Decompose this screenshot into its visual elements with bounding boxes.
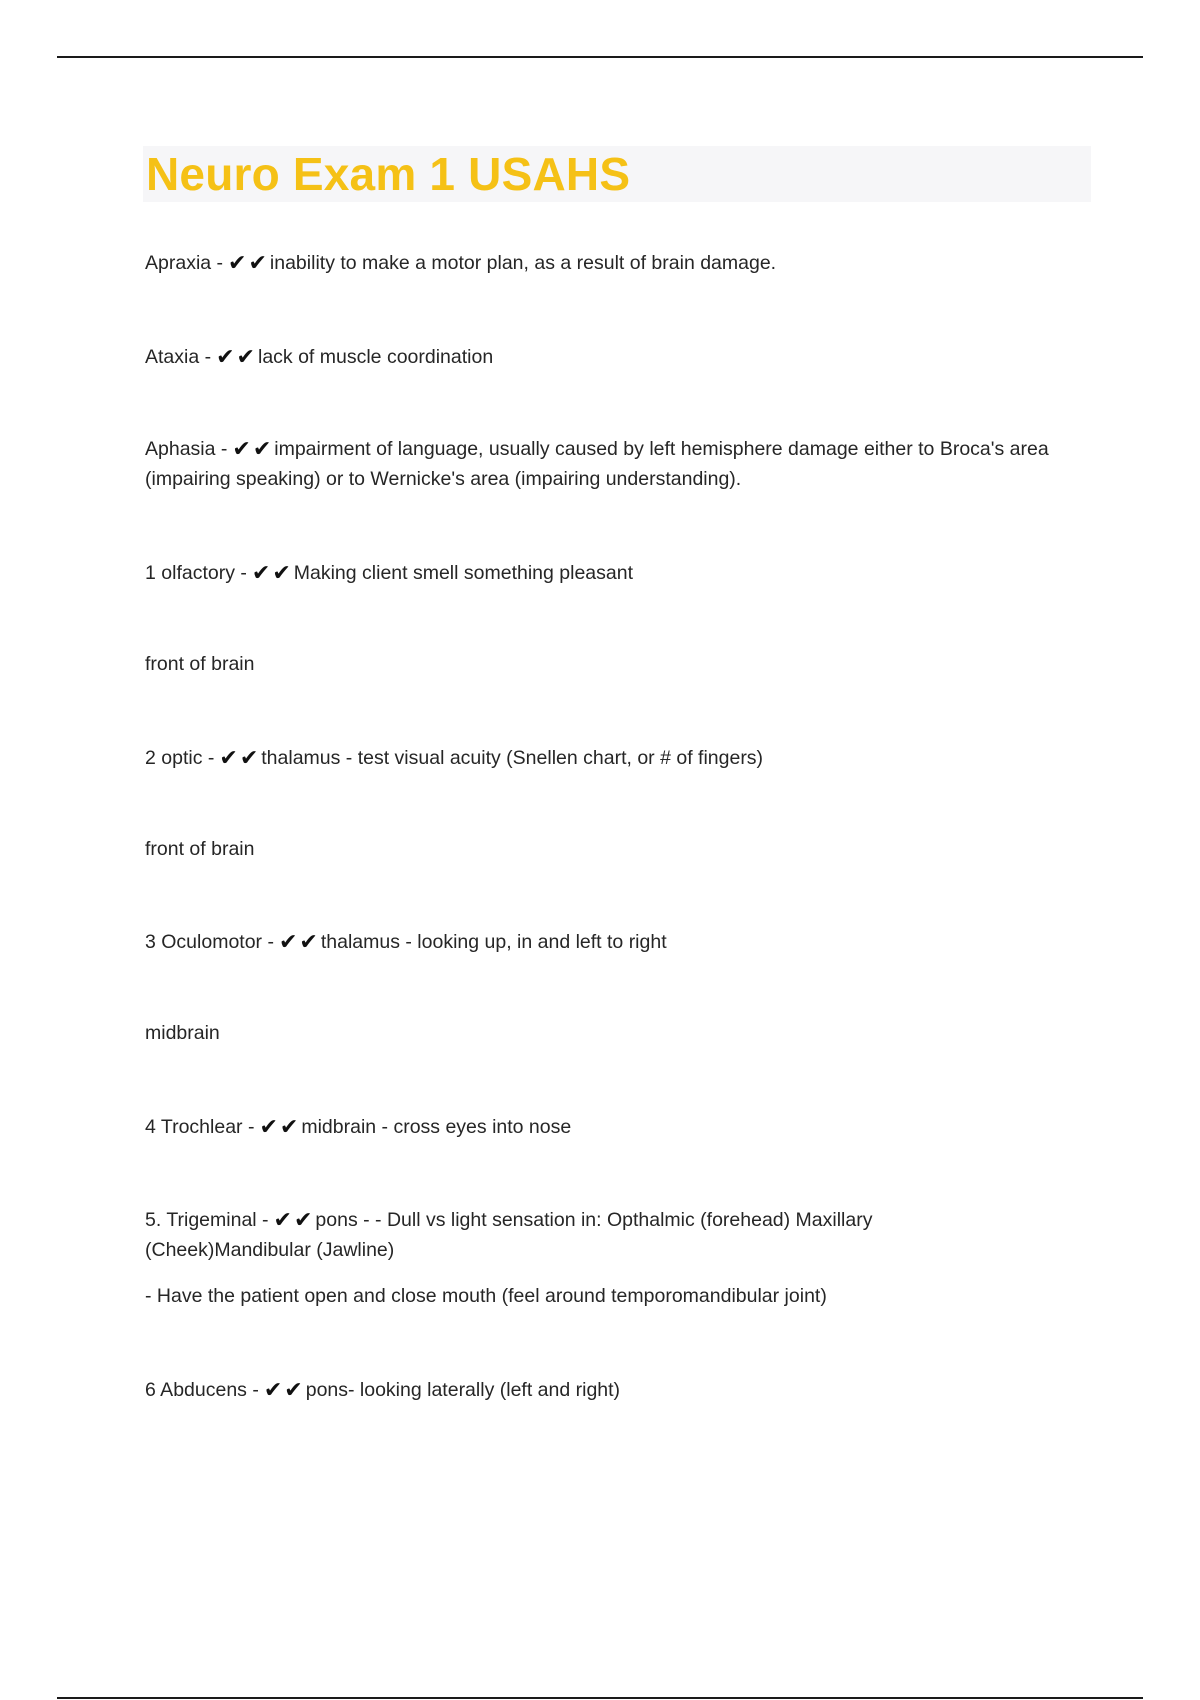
entry-term: 4 Trochlear - [145,1116,255,1138]
checkmark-icon: ✔ [299,929,318,954]
double-check-icon [218,747,259,769]
double-check-icon [278,931,319,953]
checkmark-icon: ✔ [259,1114,278,1139]
entry-trochlear [145,1112,1085,1142]
note-olfactory-location: front of brain [145,653,255,675]
checkmark-icon: ✔ [251,560,271,585]
checkmark-icon: ✔ [216,344,235,369]
double-check-icon [231,438,272,460]
checkmark-icon: ✔ [252,436,272,461]
entry-trigeminal [145,1205,965,1265]
entry-definition: inability to make a motor plan, as a result of brain damage. [269,252,777,274]
double-check-icon [227,252,268,274]
entry-term: Aphasia - [145,438,228,460]
entry-definition: lack of muscle coordination [257,346,494,368]
checkmark-icon: ✔ [232,436,251,461]
entry-term: Ataxia - [145,346,212,368]
note-optic-location: front of brain [145,838,255,860]
entry-definition: thalamus - test visual acuity (Snellen chart, or # of fingers) [261,747,764,769]
entry-term: 1 olfactory - [145,562,247,584]
double-check-icon [258,1116,299,1138]
entry-definition: pons- looking laterally (left and right) [305,1379,621,1401]
double-check-icon [215,346,256,368]
entry-oculomotor [145,927,1085,957]
checkmark-icon: ✔ [248,250,267,275]
checkmark-icon: ✔ [279,1114,299,1139]
double-check-icon [251,562,292,584]
double-check-icon [273,1209,314,1231]
checkmark-icon: ✔ [236,344,255,369]
checkmark-icon: ✔ [219,745,238,770]
entry-definition: Making client smell something pleasant [293,562,634,584]
checkmark-icon: ✔ [278,929,298,954]
checkmark-icon: ✔ [273,1207,292,1232]
checkmark-icon: ✔ [272,560,291,585]
entry-ataxia [145,342,1085,372]
checkmark-icon: ✔ [239,745,259,770]
document-title: Neuro Exam 1 USAHS [146,148,631,200]
entry-definition: pons - - Dull vs light sensation in: Opthalmic (forehead) Maxillary (Cheek)Mandibular (Jawline) [145,1209,873,1261]
double-check-icon [263,1379,304,1401]
checkmark-icon: ✔ [228,250,247,275]
entry-definition: impairment of language, usually caused by left hemisphere damage either to Broca's area (impairing speaking) or to Wernicke's area (impairing understanding). [145,438,1049,490]
entry-aphasia [145,434,1085,494]
entry-term: 6 Abducens - [145,1379,259,1401]
entry-term: Apraxia - [145,252,224,274]
checkmark-icon: ✔ [293,1207,313,1232]
bottom-rule [57,1697,1143,1699]
entry-term: 2 optic - [145,747,215,769]
entry-apraxia [145,248,1085,278]
note-trigeminal-extra: - Have the patient open and close mouth (feel around temporomandibular joint) [145,1285,827,1307]
entry-olfactory [145,558,1085,588]
entry-term: 5. Trigeminal - [145,1209,269,1231]
entry-abducens [145,1375,1085,1405]
entry-definition: thalamus - looking up, in and left to right [320,931,667,953]
checkmark-icon: ✔ [284,1377,303,1402]
top-rule [57,56,1143,58]
entry-definition: midbrain - cross eyes into nose [301,1116,572,1138]
checkmark-icon: ✔ [263,1377,283,1402]
entry-optic [145,743,1085,773]
entry-term: 3 Oculomotor - [145,931,274,953]
note-oculomotor-location: midbrain [145,1022,220,1044]
